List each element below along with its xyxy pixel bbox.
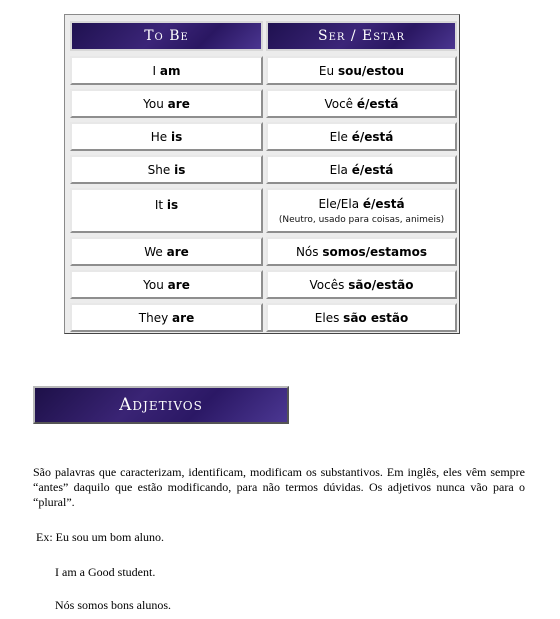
pt-verb: são estão — [343, 310, 409, 325]
table-row-pt — [266, 188, 457, 233]
pt-pronoun: Você — [324, 96, 354, 111]
table-row-en — [70, 188, 263, 233]
example-line-1: Ex: Eu sou um bom aluno. — [36, 530, 164, 544]
table-row-en — [70, 303, 263, 332]
en-verb: are — [166, 244, 189, 259]
en-pronoun: We — [144, 244, 163, 259]
table-row-pt — [266, 303, 457, 332]
pt-verb: são/estão — [348, 277, 414, 292]
table-row-pt — [266, 56, 457, 85]
header-to-be-label: To Be — [144, 28, 189, 44]
en-pronoun: He — [150, 129, 168, 144]
table-row-pt — [266, 89, 457, 118]
en-pronoun: I — [152, 63, 157, 78]
pt-verb: é/está — [362, 196, 405, 211]
table-row-pt — [266, 270, 457, 299]
pt-pronoun: Ela — [329, 162, 348, 177]
en-verb: are — [167, 96, 190, 111]
example-line-3: Nós somos bons alunos. — [55, 598, 172, 612]
table-row-pt — [266, 122, 457, 151]
table-row-en — [70, 56, 263, 85]
table-row-en — [70, 89, 263, 118]
pt-pronoun: Vocês — [309, 277, 345, 292]
en-verb: is — [166, 198, 179, 212]
header-ser-estar — [266, 21, 457, 51]
pt-verb: é/está — [351, 162, 394, 177]
en-pronoun: It — [154, 198, 164, 212]
pt-pronoun: Ele — [329, 129, 348, 144]
table-row-en — [70, 155, 263, 184]
en-verb: am — [159, 63, 181, 78]
adjetivos-heading-banner — [33, 386, 289, 424]
header-ser-estar-label: Ser / Estar — [318, 28, 405, 44]
en-pronoun: They — [138, 310, 169, 325]
header-to-be — [70, 21, 263, 51]
adjetivos-paragraph: São palavras que caracterizam, identificam, modificam os substantivos. Em inglês, eles vêm sempre “antes” daquilo que estão modificando, para não termos dúvidas. Os adjetivos nunca vão para o “plural”. — [33, 465, 525, 509]
to-be-conjugation-table — [64, 14, 460, 334]
en-verb: are — [167, 277, 190, 292]
pt-verb: sou/estou — [337, 63, 405, 78]
pt-pronoun: Ele/Ela — [318, 196, 360, 211]
table-row-pt — [266, 237, 457, 266]
en-pronoun: You — [143, 96, 164, 111]
table-row-en — [70, 122, 263, 151]
en-pronoun: You — [143, 277, 164, 292]
pt-pronoun: Eu — [318, 63, 335, 78]
pt-pronoun: Nós — [295, 244, 319, 259]
neutral-note: (Neutro, usado para coisas, animeis) — [278, 214, 445, 225]
en-pronoun: She — [147, 162, 171, 177]
table-row-en — [70, 270, 263, 299]
table-row-pt — [266, 155, 457, 184]
en-verb: is — [170, 129, 183, 144]
pt-verb: é/está — [351, 129, 394, 144]
adjetivos-heading: Adjetivos — [119, 395, 203, 415]
en-verb: are — [172, 310, 195, 325]
pt-verb: somos/estamos — [322, 244, 428, 259]
example-line-2: I am a Good student. — [55, 565, 156, 579]
en-verb: is — [174, 162, 186, 177]
table-row-en — [70, 237, 263, 266]
pt-pronoun: Eles — [314, 310, 340, 325]
pt-verb: é/está — [356, 96, 399, 111]
